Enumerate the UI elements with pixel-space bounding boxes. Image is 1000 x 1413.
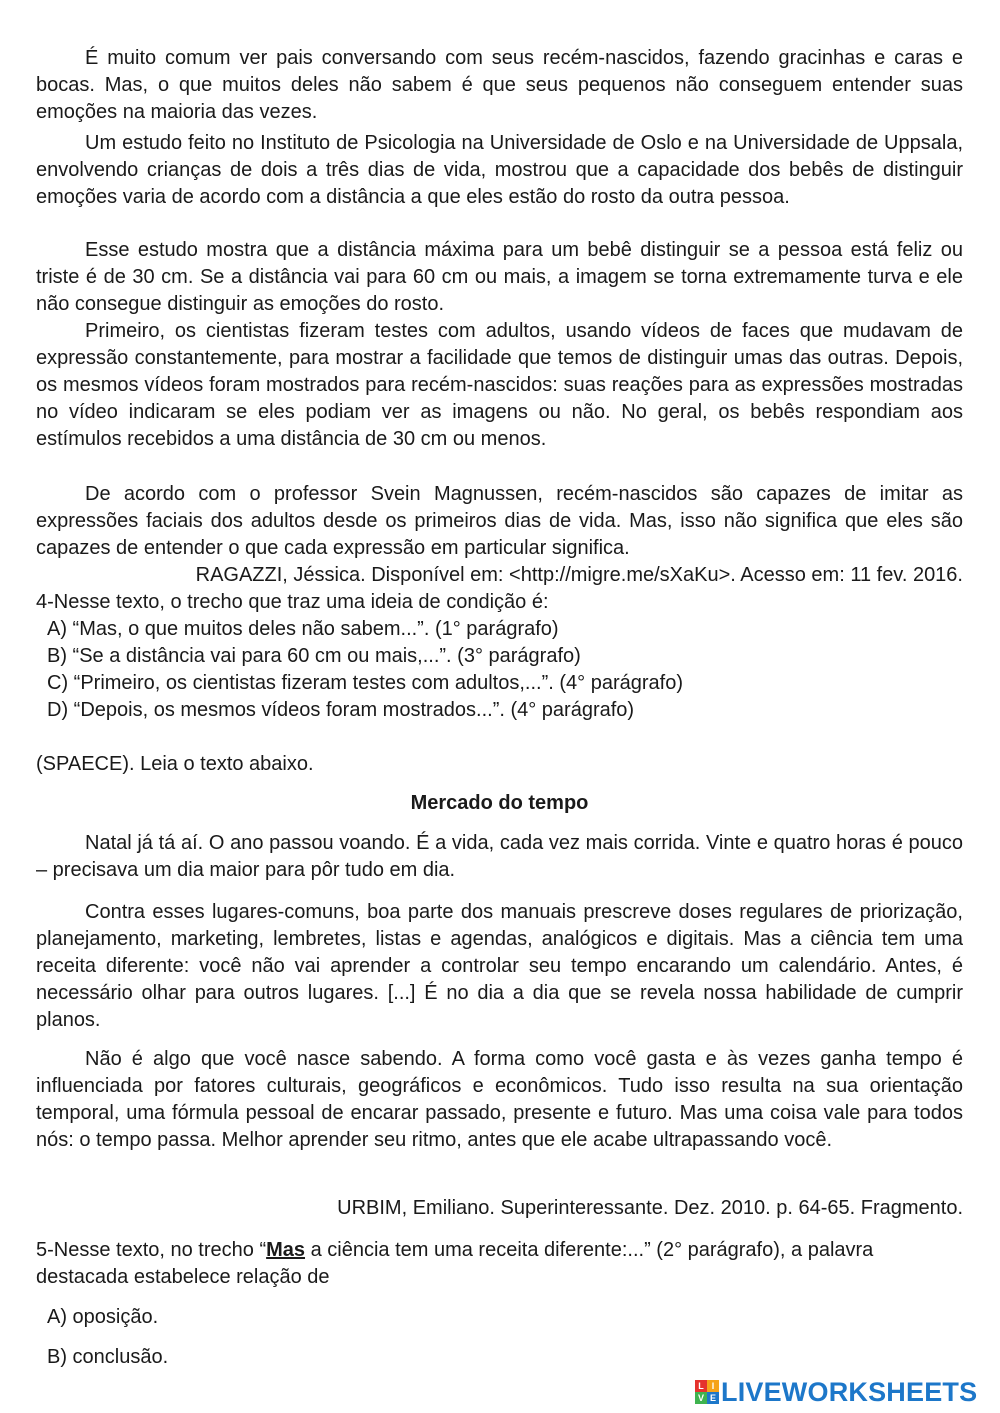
question-5-prompt-after: a ciência tem uma receita diferente:...” (2° parágrafo), a palavra destacada estabelece relação de (36, 1239, 874, 1288)
logo-letter-i: I (707, 1380, 719, 1392)
text1-paragraph-5: De acordo com o professor Svein Magnussen, recém-nascidos são capazes de imitar as expressões faciais dos adultos desde os primeiros dias de vida. Mas, isso não significa que eles são capazes de entender o que cada expressão em particular significa. (36, 483, 963, 559)
question-4-option-d[interactable]: D) “Depois, os mesmos vídeos foram mostrados...”. (4° parágrafo) (47, 699, 635, 721)
question-5-option-a[interactable]: A) oposição. (47, 1306, 159, 1328)
logo-letter-e: E (707, 1392, 719, 1404)
liveworksheets-logo[interactable] (695, 1377, 977, 1407)
question-4-option-c[interactable]: C) “Primeiro, os cientistas fizeram testes com adultos,...”. (4° parágrafo) (47, 672, 683, 694)
question-5-options (47, 1304, 168, 1384)
text1-paragraph-2: Um estudo feito no Instituto de Psicologia na Universidade de Oslo e na Universidade de Uppsala, envolvendo crianças de dois a três dias de vida, mostrou que a capacidade dos bebês de distinguir emoções varia de acordo com a distância a que eles estão do rosto da outra pessoa. (36, 132, 963, 208)
text2-paragraph-3: Não é algo que você nasce sabendo. A forma como você gasta e às vezes ganha tempo é influenciada por fatores culturais, geográficos e econômicos. Tudo isso resulta na sua orientação temporal, uma fórmula pessoal de encarar passado, presente e futuro. Mas uma coisa vale para todos nós: o tempo passa. Melhor aprender seu ritmo, antes que ele acabe ultrapassando você. (36, 1048, 963, 1151)
text2-intro: (SPAECE). Leia o texto abaixo. (36, 753, 314, 775)
text1-source: RAGAZZI, Jéssica. Disponível em: <http://migre.me/sXaKu>. Acesso em: 11 fev. 2016. (195, 564, 963, 586)
text1-paragraph-4: Primeiro, os cientistas fizeram testes com adultos, usando vídeos de faces que mudavam de expressão constantemente, para mostrar a facilidade que temos de distinguir umas das outras. Depois, os mesmos vídeos foram mostrados para recém-nascidos: suas reações para as expressões mostradas no vídeo indicaram se eles podiam ver as imagens ou não. No geral, os bebês respondiam aos estímulos recebidos a uma distância de 30 cm ou menos. (36, 320, 963, 450)
question-5-option-b[interactable]: B) conclusão. (47, 1346, 169, 1368)
text1-paragraph-1: É muito comum ver pais conversando com seus recém-nascidos, fazendo gracinhas e caras e bocas. Mas, o que muitos deles não sabem é que seus pequenos não conseguem entender suas emoções na maioria das vezes. (36, 47, 963, 123)
question-5-prompt-before: 5-Nesse texto, no trecho “ (36, 1239, 267, 1261)
question-5-highlight-word: Mas (266, 1239, 306, 1261)
question-4-options (47, 616, 683, 724)
logo-letter-v: V (695, 1392, 707, 1404)
liveworksheets-logo-text: LIVEWORKSHEETS (721, 1377, 978, 1407)
text2-paragraph-2: Contra esses lugares-comuns, boa parte dos manuais prescreve doses regulares de priorização, planejamento, marketing, lembretes, listas e agendas, analógicos e digitais. Mas a ciência tem uma receita diferente: você não vai aprender a controlar seu tempo encarando um calendário. Antes, é necessário olhar para outros lugares. [...] É no dia a dia que se revela nossa habilidade de cumprir planos. (36, 901, 963, 1031)
question-4-prompt: 4-Nesse texto, o trecho que traz uma ideia de condição é: (36, 591, 549, 613)
question-4-option-a[interactable]: A) “Mas, o que muitos deles não sabem...”. (1° parágrafo) (47, 618, 559, 640)
question-5-prompt (36, 1237, 963, 1291)
text2-source: URBIM, Emiliano. Superinteressante. Dez. 2010. p. 64-65. Fragmento. (337, 1197, 963, 1219)
logo-letter-l: L (695, 1380, 707, 1392)
question-4-option-b[interactable]: B) “Se a distância vai para 60 cm ou mais,...”. (3° parágrafo) (47, 645, 581, 667)
text2-paragraph-1: Natal já tá aí. O ano passou voando. É a vida, cada vez mais corrida. Vinte e quatro horas é pouco – precisava um dia maior para pôr tudo em dia. (36, 832, 963, 881)
text1-paragraph-3: Esse estudo mostra que a distância máxima para um bebê distinguir se a pessoa está feliz ou triste é de 30 cm. Se a distância vai para 60 cm ou mais, a imagem se torna extremamente turva e ele não consegue distinguir as emoções do rosto. (36, 239, 963, 315)
text2-title: Mercado do tempo (410, 792, 589, 814)
liveworksheets-logo-icon (695, 1380, 719, 1404)
